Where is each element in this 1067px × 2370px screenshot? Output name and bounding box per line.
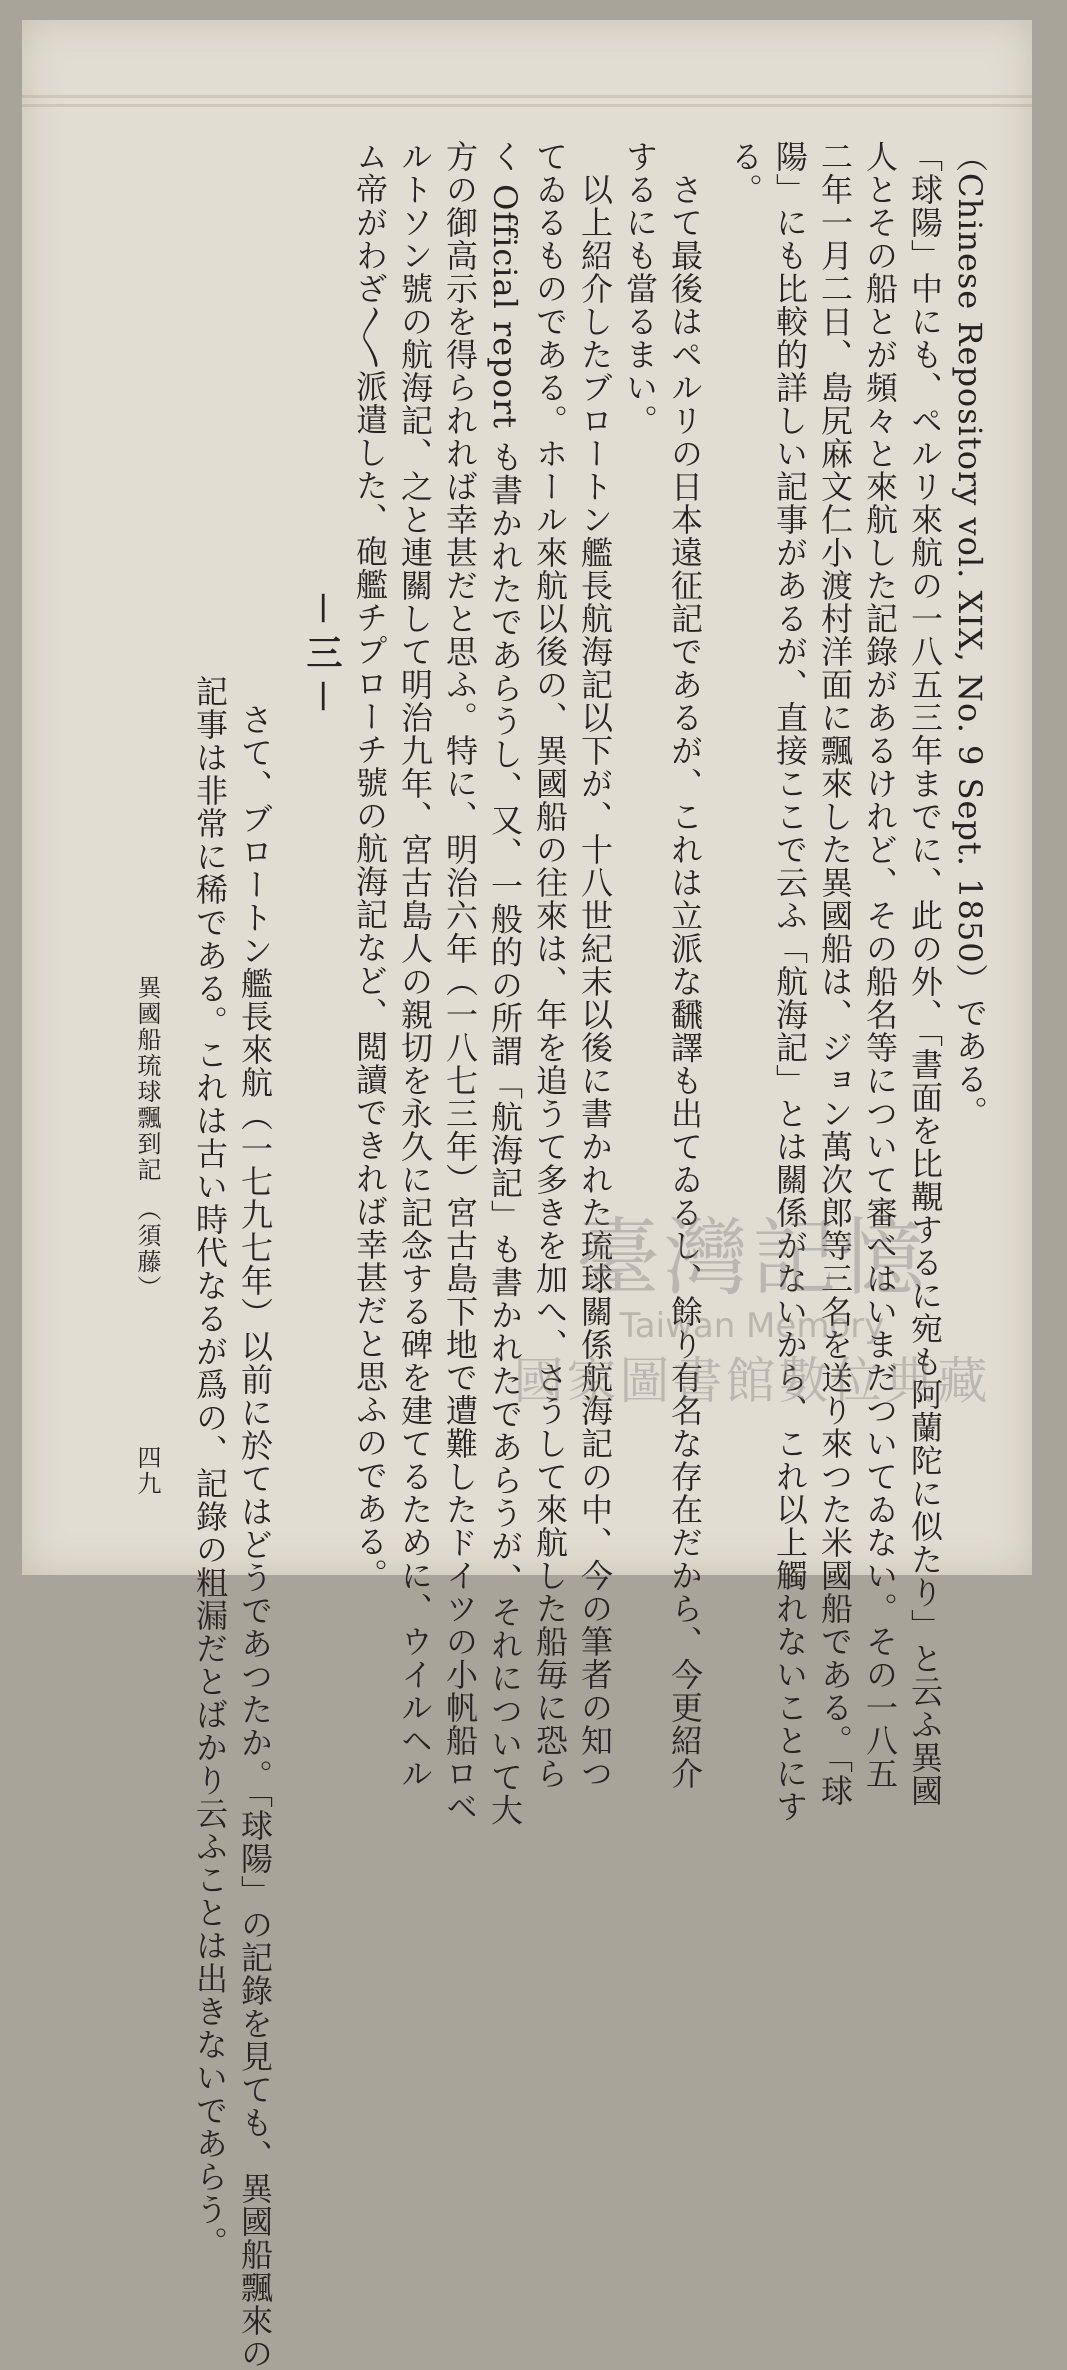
text-column-8: するにも當るまい。 bbox=[621, 140, 659, 437]
watermark-subtitle: 國家圖書館數位典藏 bbox=[513, 1352, 991, 1410]
text-column-15: さて、ブロートン艦長來航（一七九七年）以前に於てはどうであつたか。「球陽」の記錄を見ても、異國船飄來の bbox=[236, 670, 274, 2370]
running-title: 異國船琉球飄到記 （須藤） bbox=[133, 975, 161, 1301]
watermark-english: Taiwan Memory bbox=[619, 1306, 885, 1346]
text-column-10: てゐるものである。ホール來航以後の、異國船の往來は、年を追うて多きを加へ、さうして來航した船毎に恐ら bbox=[531, 140, 569, 1790]
text-column-11: く Official report も書かれたであらうし、又、一般的の所謂「航海記」も書かれたであらうが、それについて大 bbox=[486, 140, 524, 1827]
text-column-3: 人とその船とが頻々と來航した記錄があるけれど、その船名等について審べはいまだついてゐない。その一八五 bbox=[861, 140, 899, 1790]
text-column-12: 方の御高示を得られれば幸甚だと思ふ。特に、明治六年（一八七三年）宮古島下地で遭難したドイツの小帆船ロベ bbox=[441, 140, 479, 1823]
watermark-title: 臺灣記憶 bbox=[575, 1209, 928, 1307]
text-column-14: ム帝がわざ〳〵派遣した、砲艦チプローチ號の航海記など、閲讀できれば幸甚だと思ふのである。 bbox=[351, 140, 389, 1591]
scan-artifact bbox=[22, 95, 1032, 98]
document-page bbox=[22, 20, 1032, 2370]
text-column-2: 「球陽」中にも、ペルリ來航の一八五三年までに、此の外、「書面を比覯するに宛も阿蘭陀に似たり」と云ふ異國 bbox=[906, 140, 944, 1807]
text-column-16: 記事は非常に稀である。これは古い時代なるが爲の、記錄の粗漏だとばかり云ふことは出きないであらう。 bbox=[191, 675, 229, 2259]
text-column-7: さて最後はペルリの日本遠征記であるが、これは立派な飜譯も出てゐるし、餘り有名な存在だから、今更紹介 bbox=[666, 140, 704, 1790]
scan-artifact bbox=[22, 104, 1032, 107]
text-column-5: 陽」にも比較的詳しい記事があるが、直接ここで云ふ「航海記」とは關係がないから、これ以上觸れないことにす bbox=[771, 140, 809, 1823]
text-column-1: （Chinese Repository vol. XIX, No. 9 Sept. 1850）である。 bbox=[951, 140, 989, 1129]
text-column-4: 二年一月二日、島尻麻文仁小渡村洋面に飄來した異國船は、ジョン萬次郎等三名を送り來つた米國船である。「球 bbox=[816, 140, 854, 1807]
text-column-6: る。 bbox=[726, 140, 764, 206]
library-watermark bbox=[492, 1210, 1012, 1460]
text-column-9: 以上紹介したブロートン艦長航海記以下が、十八世紀末以後に書かれた琉球關係航海記の中、今の筆者の知つ bbox=[576, 140, 614, 1790]
page-number: 四九 bbox=[133, 1445, 161, 1497]
section-number: －三－ bbox=[301, 590, 343, 723]
text-column-13: ルトソン號の航海記、之と連關して明治九年、宮古島人の親切を永久に記念する碑を建てるために、ウイルヘル bbox=[396, 140, 434, 1790]
